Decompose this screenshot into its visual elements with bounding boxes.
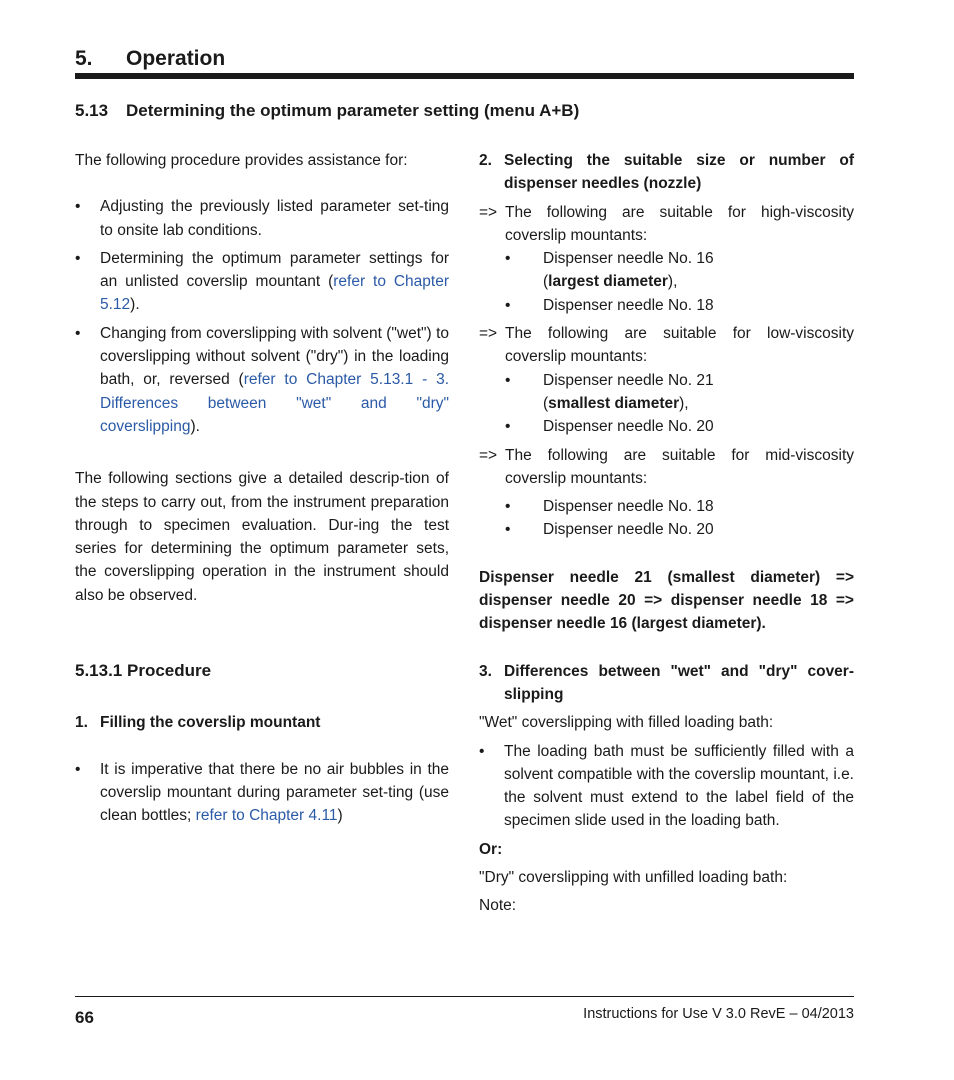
step-heading [479, 149, 854, 196]
needle-item [479, 495, 854, 518]
arrow-marker: => [479, 325, 498, 343]
needle-item [479, 369, 854, 416]
bullet-item [75, 195, 449, 242]
section-title: Determining the optimum parameter setting (menu A+B) [126, 101, 580, 120]
bullet-text-pre: It is imperative that there be no air bubbles in the coverslip mountant during parameter set-ting (use clean bottles; [100, 760, 449, 825]
needle-item [479, 518, 854, 541]
document-version: Instructions for Use V 3.0 RevE – 04/2013 [583, 1006, 854, 1022]
note-label: Note: [479, 897, 517, 915]
needle-text: Dispenser needle No. 21 (smallest diameter), [543, 371, 714, 412]
dry-label: "Dry" coverslipping with unfilled loading bath: [479, 869, 788, 887]
bullet-text-post: ). [190, 417, 200, 435]
viscosity-item-low [479, 322, 854, 369]
step-number: 1. [75, 714, 88, 732]
needle-note: smallest diameter [548, 394, 680, 412]
bullet-glyph: • [505, 250, 511, 268]
needle-label: Dispenser needle No. 16 [543, 250, 714, 268]
needle-text: Dispenser needle No. 20 [543, 418, 714, 436]
left-column [75, 149, 449, 828]
viscosity-text: The following are suitable for mid-viscosity coverslip mountants: [505, 446, 854, 487]
wet-label: "Wet" coverslipping with filled loading bath: [479, 714, 774, 732]
bullet-glyph: • [505, 498, 511, 516]
chapter-link[interactable]: refer to Chapter 5.12 [100, 273, 450, 314]
needle-item [479, 294, 854, 317]
bullet-text: Adjusting the previously listed parameter set-ting to onsite lab conditions. [100, 198, 449, 239]
step-heading [75, 711, 449, 734]
bullet-text-pre: Determining the optimum parameter settings for an unlisted coverslip mountant ( [100, 249, 449, 291]
step-number: 2. [479, 152, 492, 169]
needle-text: Dispenser needle No. 16 (largest diameter), [543, 250, 714, 291]
needle-note: largest diameter [548, 273, 668, 291]
subsection-title: 5.13.1 Procedure [75, 661, 212, 681]
needle-text: Dispenser needle No. 20 [543, 521, 714, 539]
page-number: 66 [75, 1008, 94, 1027]
viscosity-item-high [479, 201, 854, 248]
bullet-glyph: • [505, 521, 511, 539]
bullet-item [75, 758, 449, 828]
bullet-item [75, 247, 449, 317]
bullet-glyph: • [75, 198, 81, 216]
chapter-title: Operation [126, 47, 226, 70]
step-title: Filling the coverslip mountant [100, 714, 321, 732]
chapter-link[interactable]: refer to Chapter 4.11 [195, 807, 338, 825]
step-heading [479, 660, 854, 707]
step-title: Differences between "wet" and "dry" cover-slipping [504, 662, 854, 703]
section-number: 5.13 [75, 101, 109, 120]
viscosity-text: The following are suitable for low-viscosity coverslip mountants: [505, 325, 854, 366]
footer-rule [75, 996, 854, 997]
bullet-text-post: ) [337, 807, 343, 825]
needle-item [479, 415, 854, 438]
step-number: 3. [479, 662, 492, 680]
chapter-link[interactable]: refer to Chapter 5.13.1 - 3. Differences between "wet" and "dry" coverslipping [100, 371, 449, 435]
or-label: Or: [479, 840, 503, 858]
bullet-item [479, 740, 854, 833]
description-paragraph: The following sections give a detailed descrip-tion of the steps to carry out, from the instrument preparation through to specimen evaluation. Dur-ing the test series for determining the optimum parameter sets, the coverslipping operation in the instrument should also be observed. [75, 470, 449, 604]
viscosity-item-mid [479, 444, 854, 491]
viscosity-text: The following are suitable for high-viscosity coverslip mountants: [505, 203, 854, 244]
bullet-text [100, 758, 449, 828]
bullet-text [100, 247, 449, 317]
bullet-glyph: • [505, 371, 511, 389]
intro-text: The following procedure provides assistance for: [75, 152, 408, 169]
bullet-glyph: • [75, 249, 81, 267]
bullet-text: The loading bath must be sufficiently filled with a solvent compatible with the coverslip mountant, i.e. the solvent must extend to the label field of the specimen slide used in the loading bath. [504, 742, 854, 830]
header-rule [75, 73, 854, 79]
bullet-text-pre: Changing from coverslipping with solvent ("wet") to coverslipping without solvent ("dry") in the loading bath, or, reversed ( [100, 324, 449, 389]
needle-sequence: Dispenser needle 21 (smallest diameter) => dispenser needle 20 => dispenser needle 18 => dispenser needle 16 (largest diameter). [479, 568, 854, 633]
step-title: Selecting the suitable size or number of dispenser needles (nozzle) [504, 152, 854, 193]
arrow-marker: => [479, 203, 498, 221]
needle-text: Dispenser needle No. 18 [543, 296, 714, 314]
right-column [479, 149, 854, 918]
bullet-glyph: • [505, 296, 511, 314]
bullet-text-post: ). [130, 296, 140, 314]
bullet-text [100, 322, 449, 438]
needle-label: Dispenser needle No. 21 [543, 371, 714, 389]
arrow-marker: => [479, 446, 498, 464]
bullet-item [75, 322, 449, 438]
needle-text: Dispenser needle No. 18 [543, 498, 714, 516]
needle-item [479, 247, 854, 294]
bullet-glyph: • [479, 742, 485, 760]
bullet-glyph: • [75, 324, 81, 342]
bullet-glyph: • [505, 418, 511, 436]
chapter-number: 5. [75, 47, 93, 70]
bullet-glyph: • [75, 760, 81, 778]
